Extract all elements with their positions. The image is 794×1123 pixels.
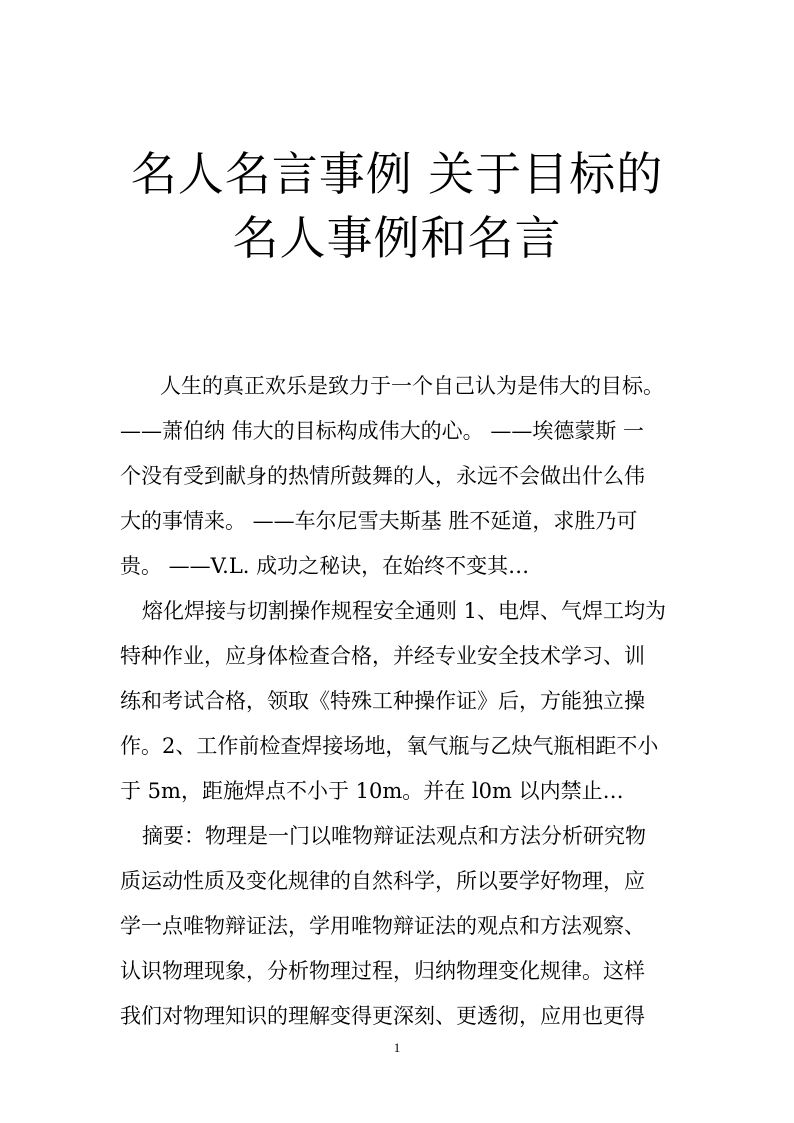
paragraph-line: 摘要：物理是一门以唯物辩证法观点和方法分析研究物 bbox=[142, 824, 646, 848]
paragraph-line: 特种作业，应身体检查合格，并经专业安全技术学习、训 bbox=[120, 644, 645, 668]
paragraph-line: ——萧伯纳 伟大的目标构成伟大的心。 ——埃德蒙斯 一 bbox=[120, 419, 645, 443]
paragraph-line: 练和考试合格，领取《特殊工种操作证》后，方能独立操 bbox=[120, 689, 645, 713]
paragraph-line: 学一点唯物辩证法，学用唯物辩证法的观点和方法观察、 bbox=[120, 914, 645, 938]
document-title-line-1: 名人名言事例 关于目标的 bbox=[130, 147, 664, 201]
paragraph-line: 熔化焊接与切割操作规程安全通则 1、电焊、气焊工均为 bbox=[142, 599, 667, 623]
paragraph-line: 质运动性质及变化规律的自然科学，所以要学好物理，应 bbox=[120, 869, 645, 893]
paragraph-line: 认识物理现象，分析物理过程，归纳物理变化规律。这样 bbox=[120, 959, 645, 983]
paragraph-line: 大的事情来。 ——车尔尼雪夫斯基 胜不延道，求胜乃可 bbox=[120, 509, 638, 533]
document-title-line-2: 名人事例和名言 bbox=[232, 211, 562, 265]
paragraph-line: 于 5m，距施焊点不小于 10m。并在 l0m 以内禁止… bbox=[120, 779, 624, 803]
paragraph-line: 贵。 ——V.L. 成功之秘诀，在始终不变其… bbox=[120, 554, 530, 578]
paragraph-line: 我们对物理知识的理解变得更深刻、更透彻，应用也更得 bbox=[120, 1004, 645, 1028]
paragraph-line: 人生的真正欢乐是致力于一个自己认为是伟大的目标。 bbox=[160, 374, 664, 398]
paragraph-line: 个没有受到献身的热情所鼓舞的人，永远不会做出什么伟 bbox=[120, 464, 645, 488]
page-number: 1 bbox=[393, 1040, 401, 1055]
paragraph-line: 作。2、工作前检查焊接场地，氧气瓶与乙炔气瓶相距不小 bbox=[120, 734, 659, 758]
